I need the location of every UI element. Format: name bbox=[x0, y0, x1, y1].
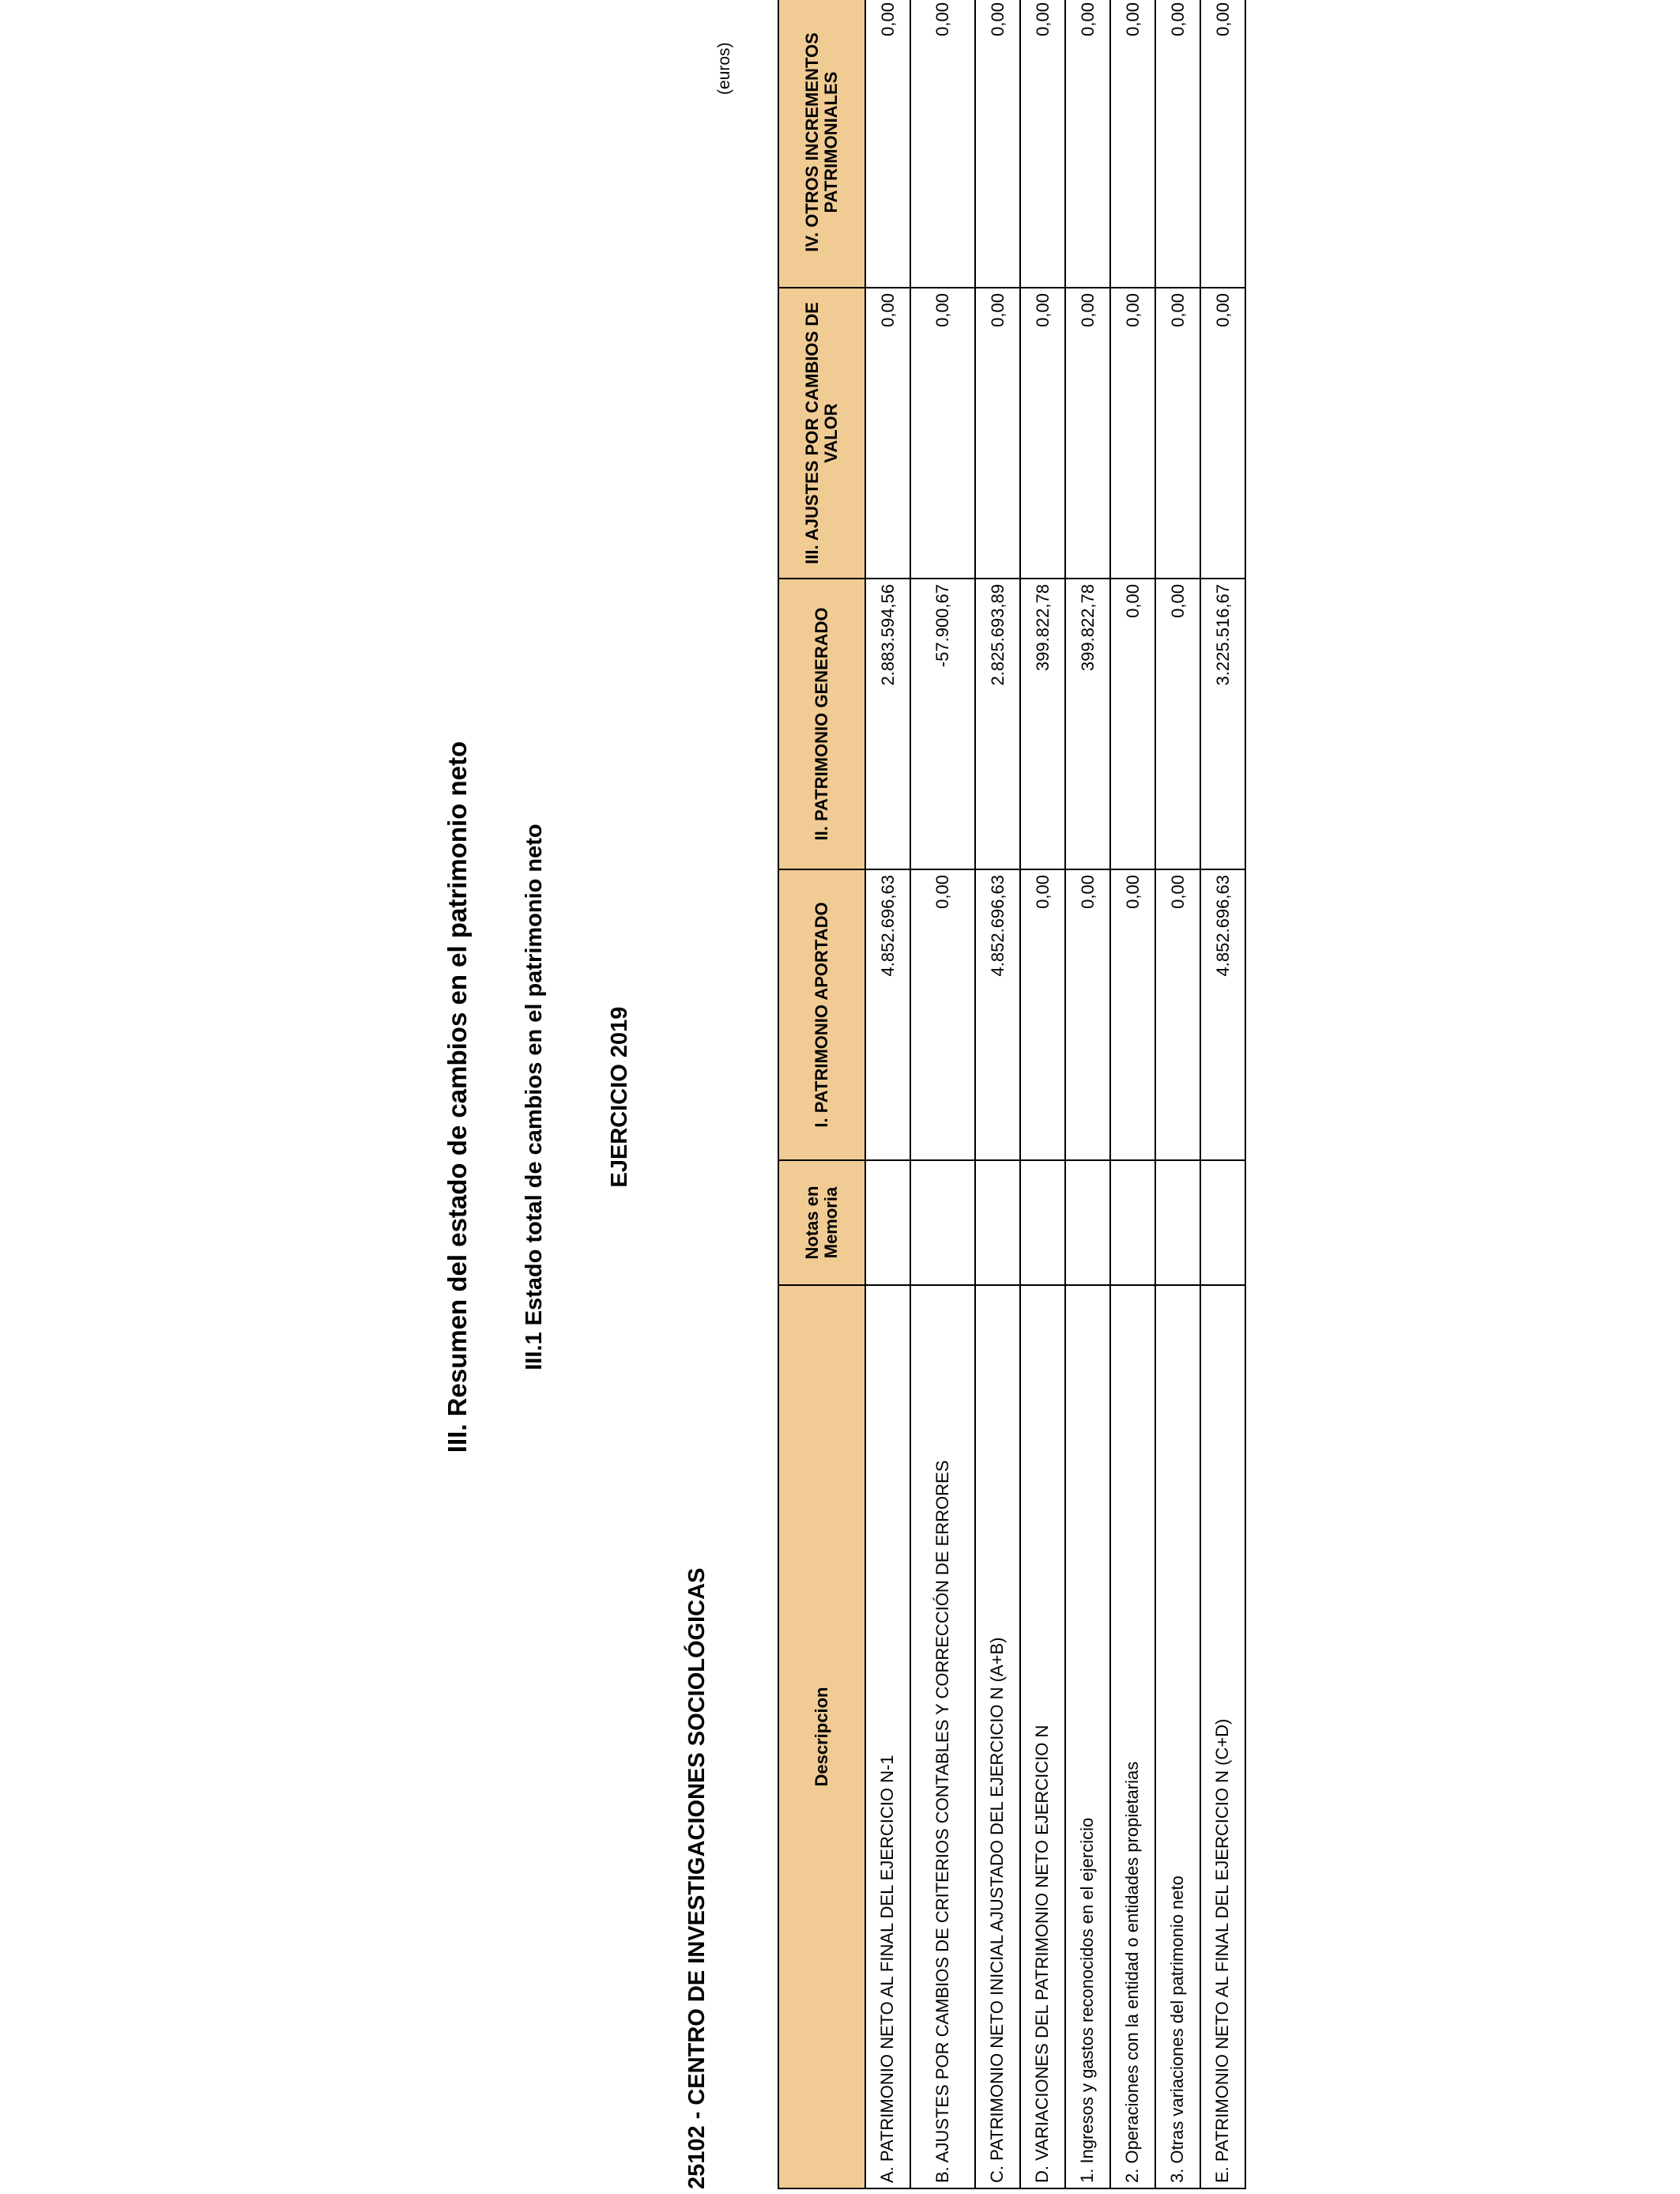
row-description: 3. Otras variaciones del patrimonio neto bbox=[1155, 1285, 1200, 2188]
cell-otros: 0,00 bbox=[910, 0, 975, 288]
cell-generado: 399.822,78 bbox=[1020, 579, 1065, 869]
table-row bbox=[1155, 0, 1200, 2188]
cell-aportado: 0,00 bbox=[910, 869, 975, 1160]
header-descripcion: Descripcion bbox=[778, 1285, 865, 2188]
row-notes bbox=[1200, 1160, 1245, 1285]
table-row bbox=[975, 0, 1020, 2188]
cell-otros: 0,00 bbox=[1020, 0, 1065, 288]
cell-ajustes: 0,00 bbox=[910, 288, 975, 579]
cell-otros: 0,00 bbox=[1065, 0, 1110, 288]
equity-changes-table bbox=[778, 0, 1246, 2189]
cell-generado: 2.883.594,56 bbox=[865, 579, 910, 869]
cell-otros: 0,00 bbox=[1110, 0, 1155, 288]
row-description: 1. Ingresos y gastos reconocidos en el ejercicio bbox=[1065, 1285, 1110, 2188]
cell-otros: 0,00 bbox=[1200, 0, 1245, 288]
main-title: III. Resumen del estado de cambios en el patrimonio neto bbox=[443, 741, 472, 1453]
cell-otros: 0,00 bbox=[865, 0, 910, 288]
row-description: D. VARIACIONES DEL PATRIMONIO NETO EJERCICIO N bbox=[1020, 1285, 1065, 2188]
row-notes bbox=[1020, 1160, 1065, 1285]
row-notes bbox=[910, 1160, 975, 1285]
cell-ajustes: 0,00 bbox=[1065, 288, 1110, 579]
cell-aportado: 4.852.696,63 bbox=[975, 869, 1020, 1160]
currency-unit: (euros) bbox=[715, 42, 733, 95]
table-row bbox=[1065, 0, 1110, 2188]
cell-generado: 0,00 bbox=[1155, 579, 1200, 869]
cell-aportado: 0,00 bbox=[1065, 869, 1110, 1160]
row-description: C. PATRIMONIO NETO INICIAL AJUSTADO DEL EJERCICIO N (A+B) bbox=[975, 1285, 1020, 2188]
header-patrimonio-aportado: I. PATRIMONIO APORTADO bbox=[778, 869, 865, 1160]
cell-ajustes: 0,00 bbox=[975, 288, 1020, 579]
row-notes bbox=[865, 1160, 910, 1285]
cell-aportado: 0,00 bbox=[1155, 869, 1200, 1160]
cell-ajustes: 0,00 bbox=[1155, 288, 1200, 579]
row-notes bbox=[1155, 1160, 1200, 1285]
organization-name: 25102 - CENTRO DE INVESTIGACIONES SOCIOLÓGICAS bbox=[684, 1567, 710, 2189]
cell-aportado: 0,00 bbox=[1020, 869, 1065, 1160]
row-notes bbox=[975, 1160, 1020, 1285]
table-row bbox=[910, 0, 975, 2188]
cell-aportado: 4.852.696,63 bbox=[865, 869, 910, 1160]
row-notes bbox=[1065, 1160, 1110, 1285]
row-description: A. PATRIMONIO NETO AL FINAL DEL EJERCICIO N-1 bbox=[865, 1285, 910, 2188]
cell-generado: 2.825.693,89 bbox=[975, 579, 1020, 869]
table-row bbox=[1200, 0, 1245, 2188]
row-description: B. AJUSTES POR CAMBIOS DE CRITERIOS CONTABLES Y CORRECCIÓN DE ERRORES bbox=[910, 1285, 975, 2188]
cell-ajustes: 0,00 bbox=[865, 288, 910, 579]
cell-aportado: 4.852.696,63 bbox=[1200, 869, 1245, 1160]
header-ajustes-valor: III. AJUSTES POR CAMBIOS DE VALOR bbox=[778, 288, 865, 579]
year-title: EJERCICIO 2019 bbox=[607, 1006, 632, 1188]
cell-generado: -57.900,67 bbox=[910, 579, 975, 869]
row-description: 2. Operaciones con la entidad o entidades propietarias bbox=[1110, 1285, 1155, 2188]
cell-generado: 399.822,78 bbox=[1065, 579, 1110, 869]
table-row bbox=[865, 0, 910, 2188]
header-otros-incrementos: IV. OTROS INCREMENTOS PATRIMONIALES bbox=[778, 0, 865, 288]
cell-aportado: 0,00 bbox=[1110, 869, 1155, 1160]
sub-title: III.1 Estado total de cambios en el patrimonio neto bbox=[522, 824, 547, 1370]
table-header-row bbox=[778, 0, 865, 2188]
cell-otros: 0,00 bbox=[1155, 0, 1200, 288]
cell-ajustes: 0,00 bbox=[1200, 288, 1245, 579]
cell-ajustes: 0,00 bbox=[1110, 288, 1155, 579]
row-description: E. PATRIMONIO NETO AL FINAL DEL EJERCICIO N (C+D) bbox=[1200, 1285, 1245, 2188]
cell-generado: 3.225.516,67 bbox=[1200, 579, 1245, 869]
header-patrimonio-generado: II. PATRIMONIO GENERADO bbox=[778, 579, 865, 869]
cell-otros: 0,00 bbox=[975, 0, 1020, 288]
table-row bbox=[1110, 0, 1155, 2188]
table-row bbox=[1020, 0, 1065, 2188]
cell-ajustes: 0,00 bbox=[1020, 288, 1065, 579]
cell-generado: 0,00 bbox=[1110, 579, 1155, 869]
row-notes bbox=[1110, 1160, 1155, 1285]
header-notas-memoria: Notas en Memoria bbox=[778, 1160, 865, 1285]
